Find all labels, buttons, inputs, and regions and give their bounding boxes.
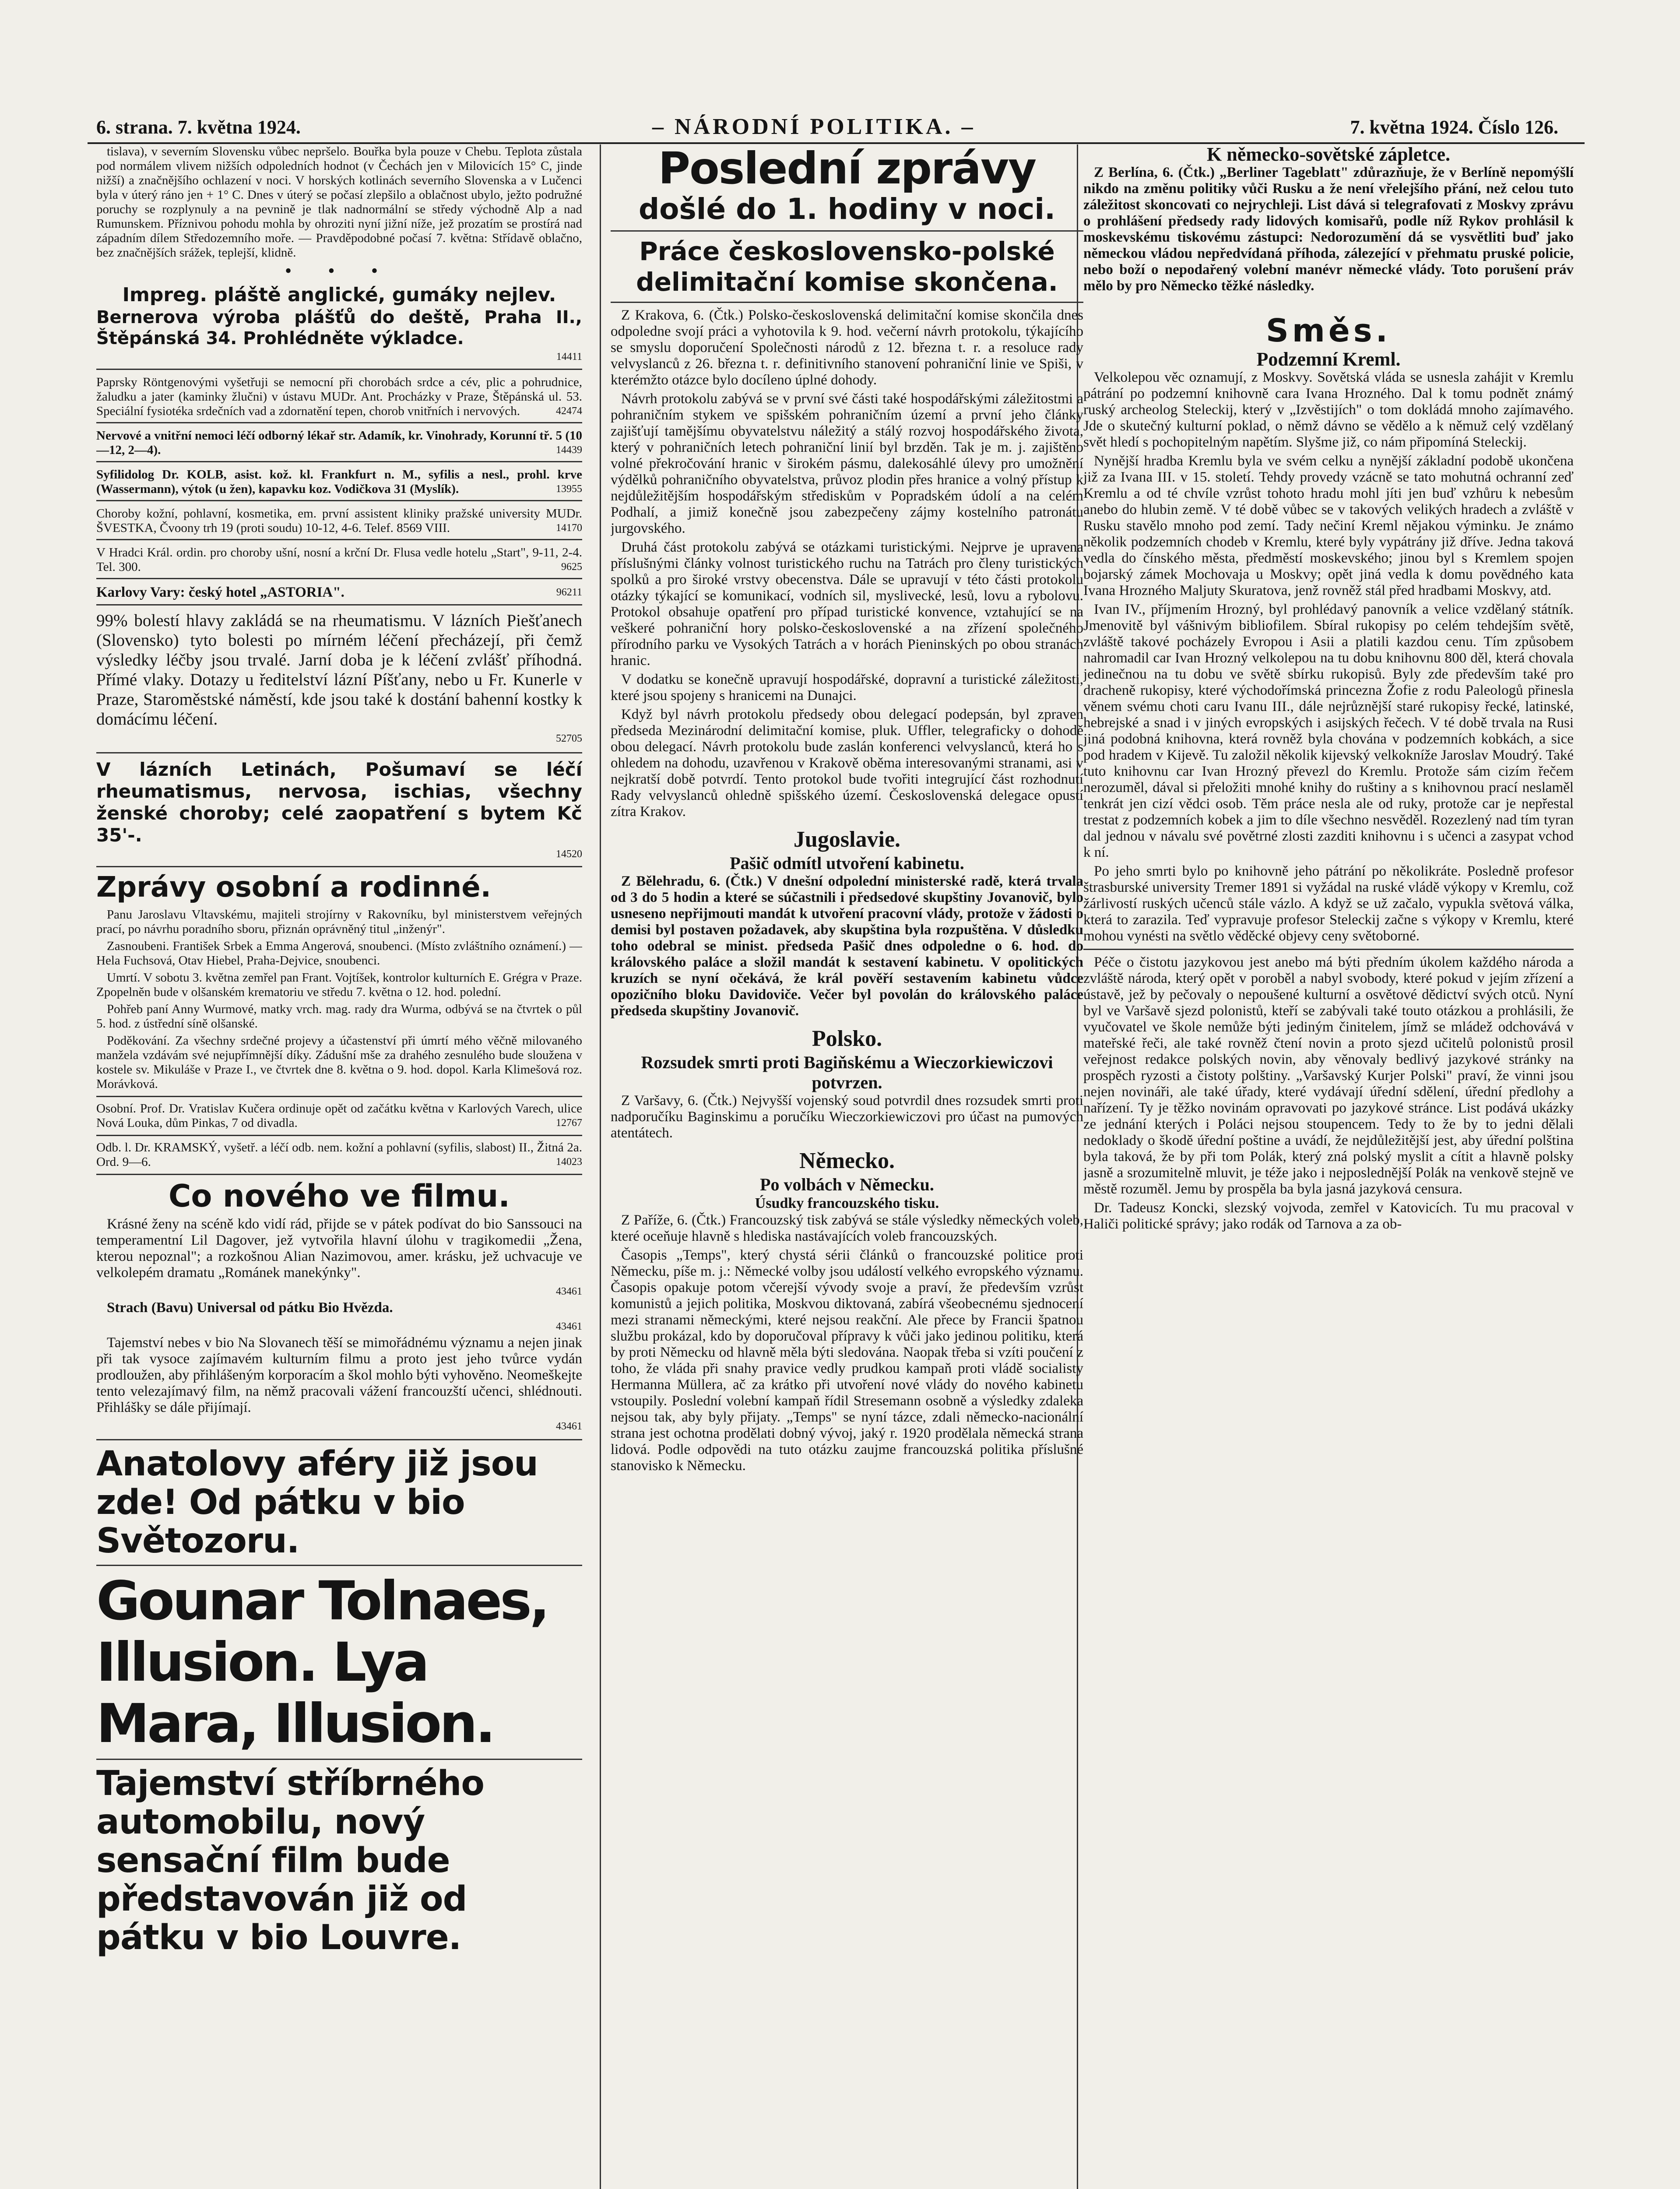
article-paragraph: Když byl návrh protokolu předsedy obou delegací podepsán, byl zpraven předseda Mezinárodní delimitační komise, pluk. Uffler, telegraficky o dohodě obou delegací. Návrh protokolu bude zaslán konferenci velvyslanců, která ho s ohledem na dohodu, uzavřenou v Krakově oběma interesovanými stranami, asi v nejkratší době potvrdí. Tento protokol bude tvořiti integrující část rozhodnutí Rady velvyslanců ohledně spišského území. Československá delegace opustí zítra Krakov. <box>611 707 1083 820</box>
ad-number: 14023 <box>556 1156 582 1168</box>
ad-flusa-text: V Hradci Král. ordin. pro choroby ušní, nosní a krční Dr. Flusa vedle hotelu „Start", 9-11, 2-4. Tel. 300. <box>96 545 582 574</box>
ad-anatol: Anatolovy aféry již jsou zde! Od pátku v bio Světozoru. <box>96 1444 538 1561</box>
article-paragraph: Ivan IV., příjmením Hrozný, byl prohlédavý panovník a velice vzdělaný státník. Jmenovitě byl vášnivým bibliofilem. Sbíral rukopisy po celém tehdejším světě, zvláště takové pocházely Evropou i Asii a platili kazdou cenu. Tím způsobem nahromadil car Ivan Hrozný velkolepou na tu dobu knihovnu 800 děl, která chovala jedinečnou na tu dobu ve světě sbírku rukopisů. Byly zde především také pro dracheně rukopisy, které východořímská princezna Žofie z rodu Paleologů přinesla věnem svému choti caru Ivanu III., dále nejrůznější staré rukopisy řecké, latinské, hebrejské a snad i v jiných evropských i asijských řečech. V té době trvala na Rusi jiná podobná knihovna, která rovněž byla chována v podzemních kobkách, a sice pod hradem v Kijevě. Tu založil několik kijevský velkokníže Jaroslav Moudrý. Také tuto knihovnu car Ivan Hrozný převezl do Kremlu. Protože sám cizím řečem nerozuměl, dával si přeložiti mnohé knihy do ruštiny a s knihovnou prací neslaměl tenkrát jen cizí vědci osob. Těm práce nesla ale od ruky, protože car je nepřestal trestat z podzemních kobek a jim to díle všechno nesvěděl. Rozezlený nad tím tyran dal jednou v návalu své povětrné zlosti zazditi knihovnu i s učenci a zasypat vchod k ní. <box>1083 602 1574 860</box>
ad-number: 43461 <box>556 1321 582 1332</box>
divider <box>96 1135 582 1136</box>
ad-astoria-text: Karlovy Vary: český hotel „ASTORIA". <box>96 584 344 600</box>
personal-item: Pohřeb paní Anny Wurmové, matky vrch. mag. rady dra Wurma, odbývá se na čtvrtek o půl 5. hod. z ústřední síně olšanské. <box>96 1002 582 1031</box>
ad-number: 14411 <box>556 351 582 362</box>
column-1 <box>96 144 582 2189</box>
divider-dots: • • • <box>285 260 394 282</box>
article-language <box>1083 954 1574 1232</box>
headline-german-soviet: K německo-sovětské zápletce. <box>1207 144 1450 165</box>
ad-kolb-text: Syfilidolog Dr. KOLB, asist. kož. kl. Frankfurt n. M., syfilis a nesl., prohl. krve (Wassermann), výtok (u žen), kapavku koz. Vodičkova 31 (Myslík). <box>96 468 582 496</box>
article-germany <box>611 1212 1083 1474</box>
ad-nervous-text: Nervové a vnitřní nemoci léčí odborný lékař str. Adamík, kr. Vinohrady, Korunní tř. 5 (10—12, 2—4). <box>96 429 582 457</box>
ad-raincoats <box>96 281 582 370</box>
ad-svestka-text: Choroby kožní, pohlavní, kosmetika, em. první assistent kliniky pražské university MUDr. ŠVESTKA, Čvoony trh 19 (proti soudu) 10-12, 4-6. Telef. 8569 VIII. <box>96 507 582 535</box>
headline-germany: Po volbách v Německu. <box>760 1175 934 1194</box>
ad-number: 14170 <box>556 522 582 534</box>
ad-svestka <box>96 504 582 540</box>
subheadline-germany: Úsudky francouzského tisku. <box>755 1195 939 1211</box>
ad-kramsky <box>96 1140 582 1169</box>
article-paragraph: Z Paříže, 6. (Čtk.) Francouzský tisk zabývá se stále výsledky německých voleb, které oceňuje hlavně s hlediska nastávajících voleb francouzských. <box>611 1212 1083 1244</box>
ad-number: 43461 <box>556 1286 582 1297</box>
cinema-item: Tajemství nebes v bio Na Slovanech těší se mimořádnému významu a nejen jinak při tak vysoce zajímavém kulturním filmu a proto jest jeho tvůrce vydán prodloužen, aby přihlášeným korporacím a škol mohlo býti vyhověno. Neomeškejte tento velezajímavý film, na němž pracovali vážení francouzští učenci, shlédnouti. Přihlášky se dále přijímají. <box>96 1335 582 1415</box>
ad-number: 96211 <box>556 587 582 598</box>
headline-kremlin: Podzemní Kreml. <box>1256 348 1401 370</box>
ad-number: 14439 <box>556 444 582 456</box>
personal-item: Panu Jaroslavu Vltavskému, majiteli strojírny v Rakovníku, byl ministerstvem veřejných prací, po návrhu poradního sboru, přiznán oprávněný titul „inženýr". <box>96 908 582 936</box>
ad-number: 43461 <box>556 1421 582 1432</box>
personal-item: Umrtí. V sobotu 3. května zemřel pan Frant. Vojtíšek, kontrolor kulturních E. Grégra v Praze. Zpopelněn bude v olšanském krematoriu ve středu 7. května o 12. hod. polední. <box>96 971 582 999</box>
section-title-cinema: Co nového ve filmu. <box>169 1178 510 1214</box>
section-miscellany: Směs. <box>1266 312 1391 349</box>
weather-report: tislava), v severním Slovensku vůbec nepršelo. Bouřka byla pouze v Chebu. Teplota zůstala pod normálem vlivem nižších odpoledních hodnot (v Čechách jen v Milovicích 15° C, jinde nižší) a značnějšího ochlazení v noci. V horských kotlinách severního Slovenska a v Lučenci byla v úterý ráno jen + 1° C. Dnes v úterý se počasí zlepšilo a oblačnost ubylo, ježto podružné poruchy se rozplynuly a na pevnině je tlak nadnormální se středy východně Alp a nad Rumunskem. Příznivou pohodu mohla by ohroziti nyní jižní níže, jež prozatím se prostírá nad západním dílem Středozemního moře. — Pravděpodobné počasí 7. května: Střídavě oblačno, bez značnějších srážek, teplejší, klidně. <box>96 144 582 260</box>
article-pasic: Z Bělehradu, 6. (Čtk.) V dnešní odpolední ministerské radě, která trvala od 3 do 5 hodin a které se súčastnili i předsedové skupštiny Jovanovič, bylo usneseno nepřijmouti mandát k utvoření pracovní vlády, protože v žádosti o demisi byl postaven požadavek, aby skupština byla rozpuštěna. V důsledku toho odebral se minist. předseda Pašič dnes odpoledne o 6. hod. do královského paláce a složil mandát k sestavení kabinetu. V opolitických kruzích se nyní očekává, že král pověří sestavením kabinetu vůdce opozičního bloku Davidoviče. Večer byl povolán do královského paláce předseda skupštiny Jovanovič. <box>611 873 1083 1019</box>
article-paragraph: Dr. Tadeusz Koncki, slezský vojvoda, zemřel v Katovicích. Tu mu pracoval v Haliči politické správy; jako rodák od Tarnova a za ob- <box>1083 1200 1574 1232</box>
header-rule <box>88 142 1585 144</box>
ad-kucera-text: Osobní. Prof. Dr. Vratislav Kučera ordinuje opět od začátku května v Karlových Varech, ulice Nová Louka, dům Pinkas, 7 od divadla. <box>96 1102 582 1130</box>
header-right: 7. května 1924. Číslo 126. <box>1350 116 1558 138</box>
ad-piestany-text: 99% bolestí hlavy zakládá se na rheumatismu. V lázních Piešťanech (Slovensko) tyto bolesti po mírném léčení přecházejí, při čemž výsledky léčby jsou trvalé. Jarní doba je k léčení zvlášť příhodná. Přímé vlaky. Dotazy u ředitelství lázní Píšťany, nebo u Fr. Kunerle v Praze, Staroměstské náměstí, kde jsou také k dostání bahenní kostky k domácímu léčení. <box>96 611 582 728</box>
ad-number: 9625 <box>561 561 582 573</box>
article-poland: Z Varšavy, 6. (Čtk.) Nejvyšší vojenský soud potvrdil dnes rozsudek smrti proti nadporučíku Baginskimu a poručíku Wieczorkiewiczovi pro účast na pumových atentátech. <box>611 1093 1083 1141</box>
article-paragraph: Péče o čistotu jazykovou jest anebo má býti předním úkolem každého národa a zvláště národa, který opět v poroběl a nabyl svobody, které pokud v jejím zřízení a ústavě, jež by pečovaly o nepoušené kulturní a osvětové dědictví svých otců. Nyní byl ve Varšavě sjezd polonistů, kteří se zabývali také touto otázkou a prohlásili, že vyučovatel ve škole nemůže býti jediným činitelem, jímž se mládež odchovává v mateřské řeči, ale také rovněž čtení novin a proto sjezd učitelů polonistů prosil veřejnost redakce polských novin, aby věnovaly bedlivý jazykové stránky na prospěch ryzosti a čistoty polštiny. „Varšavský Kurjer Polski" praví, že vinni jsou nejen novináři, ale také úřady, které vydávají úřední sdělení, úřední předlohy a nařízení. Ty je těžko novinám opravovati po jazykové stránce. List podává ukázky ze jednání kterých i Poláci nejsou stoupencem. Tedy to že by to jedni dělali nedoklady o škodě úřední poštine a uvádí, že nejdůležitější jest, aby úřední polština byla taková, že by při tom Polák, který zná polský myslit a cítit a hlavně polsky jasně a srozumitelně mluvit, je téže jako i nejposlednější Polák na venkově stejně ve městě rozuměl. Jemu by prospěla ba byla jasná jazyková censura. <box>1083 954 1574 1197</box>
latest-news-subtitle: došlé do 1. hodiny v noci. <box>638 192 1056 226</box>
ad-letiny <box>96 756 582 867</box>
section-germany: Německo. <box>799 1148 895 1173</box>
ad-number: 13955 <box>556 483 582 495</box>
article-paragraph: Z Krakova, 6. (Čtk.) Polsko-československá delimitační komise skončila dnes odpoledne svojí práci a vyhotovila k 9. hod. večerní návrh protokolu, týkajícího se smyslu doporučení Společnosti národů z 12. března t. r. a resoluce rady velvyslanců z 26. března t. r. definitivního stanovení pohraniční linie ve Spiši, v kterémžto otázce bylo docíleno úplné dohody. <box>611 307 1083 388</box>
column-3 <box>1083 144 1574 2189</box>
ad-flusa <box>96 543 582 579</box>
headline-delimitation: Práce československo-polské delimitační komise skončena. <box>636 236 1058 297</box>
article-kremlin <box>1083 370 1574 944</box>
ad-silver-automobile: Tajemství stříbrného automobilu, nový sensační film bude představován již od pátku v bio Louvre. <box>96 1764 484 1957</box>
ad-number: 14520 <box>556 848 582 860</box>
ad-letiny-text: V lázních Letinách, Pošumaví se léčí rheumatismus, nervosa, ischias, všechny ženské choroby; celé zaopatření s bytem Kč 35'-. <box>96 759 582 846</box>
header-left: 6. strana. 7. května 1924. <box>96 116 301 138</box>
ad-number: 42474 <box>556 405 582 417</box>
page-header <box>74 112 1585 142</box>
ad-astoria <box>96 582 582 605</box>
divider <box>96 1174 582 1175</box>
article-paragraph: Časopis „Temps", který chystá sérii článků o francouzské politice proti Německu, píše m. j.: Německé volby jsou událostí velkého evropského významu. Časopis opakuje potom včerejší vývody svoje a praví, že především vzrůst komunistů a jejich politika, Moskvou diktovaná, zabírá všeobecnému sjednocení mezi stranami německými, které nejsou reakční. Ale přece by Francii špatnou službu prokázal, kdo by doporučoval přípravy k vůči jako jedinou politiku, která by proti Německu od hlavně měla býti sledována. Naopak třeba si vzíti poučení z toho, že vláda při snahy pravice vedly prudkou kampaň proti vládě socialisty Hermanna Müllera, ač za krátko při utvoření nové vlády do nového kabinetu vstoupily. Poslední volební kampaň řídil Stresemann osobně a výsledky zdaleka nejsou tak, aby byly přijaty. „Temps" se nyní tázce, zdali německo-nacionální strana jest ochotna prodělati dobný vývoj, jaký r. 1920 prodělala německá strana lidová. Podle odpovědi na tuto otázku zaujme francouzská politika příslušné stanovisko k Německu. <box>611 1247 1083 1474</box>
personal-item: Poděkování. Za všechny srdečné projevy a účastenství při úmrtí mého věčně milovaného manžela vzdávám své nejupřímnější díky. Zádušní mše za drahého zesnulého bude sloužena v kostele sv. Mikuláše v Praze I., ve čtvrtek dne 8. května o 9. hod. dopol. Karla Klimešová roz. Morávková. <box>96 1034 582 1091</box>
cinema-item: Krásné ženy na scéně kdo vidí rád, přijde se v pátek podívat do bio Sanssouci na temperamentní Lil Dagover, jež vytvořila hlavní úlohu v tragikomedii „Žena, kterou nepoznal"; a rozkošnou Alian Nazimovou, amer. krásku, jež uchvacuje ve velkolepém dramatu „Románek manekýnky". <box>96 1216 582 1281</box>
cinema-item: Strach (Bavu) Universal od pátku Bio Hvězda. <box>107 1300 393 1316</box>
article-paragraph: V dodatku se konečně upravují hospodářské, dopravní a turistické záležitosti, které jsou spojeny s hranicemi na Dunajci. <box>611 672 1083 704</box>
divider <box>611 230 1083 232</box>
ad-raincoats-body: Bernerova výroba plášťů do deště, Praha II., Štěpánská 34. Prohlédněte výkladce. <box>96 307 582 348</box>
ad-roentgen <box>96 373 582 423</box>
article-paragraph: Návrh protokolu zabývá se v první své části také hospodářskými záležitostmi a pohraničním stykem ve spišském pohraničním území a první jeho články zajišťují tamějšímu obyvatelstvu náležitý a stálý rozvoj hospodářského života, který v pohraničních letech pohraniční linií byl brzděn. Tak je m. j. zajištěno volné překročování hranic v širokém pásmu, dalekosáhlé úlevy pro umožnění výdělků pohraničního obyvatelstva, průvoz plodin přes hranice a volný přístup k nejdůležitějším hospodářským střediskům v Popradském údolí a na celém Podhalí, a jimiž konečně jsou zabezpečeny zájmy kostelního patronátu jurgovského. <box>611 391 1083 536</box>
divider <box>96 1439 582 1440</box>
ad-kucera <box>96 1102 582 1130</box>
divider <box>96 1565 582 1566</box>
article-german-soviet: Z Berlína, 6. (Čtk.) „Berliner Tageblatt" zdůrazňuje, že v Berlíně nepomýšlí nikdo na změnu politiky vůči Rusku a že není vřelejšího přání, než celou tuto záležitost skoncovati co nejrychleji. List dává si telegrafovati z Moskvy zprávu o prohlášení předsedy rady lidových komisařů, podle níž Rykov prohlásil k moskevskému tiskovému zástupci: Nedorozumění dá se vysvětliti buď jako německou vládou nepředvídaná příhoda, zálezející v přehmatu pruské policie, nebo boží o nepodařený volební manévr německé vlády. Toto porušení práv mělo by pro Německo těžké následky. <box>1083 165 1574 294</box>
divider <box>611 302 1083 303</box>
personal-item: Zasnoubeni. František Srbek a Emma Angerová, snoubenci. (Místo zvláštního oznámení.) — Hela Fuchsová, Otav Hiebel, Praha-Dejvice, snoubenci. <box>96 939 582 968</box>
ad-number: 12767 <box>556 1117 582 1129</box>
article-paragraph: Velkolepou věc oznamují, z Moskvy. Sovětská vláda se usnesla zahájit v Kremlu pátrání po podzemní knihovně cara Ivana Hrozného. Dal k tomu podnět známý ruský archeolog Steleckij, který v „Izvěstijích" o tom dokládá mnoho zajímavého. Jde o skutečný kulturní poklad, o němž dávno se vědělo a k němuž celý vzdělaný svět hledí s pochopitelným napětím. Slyšme již, co nám připomíná Steleckij. <box>1083 370 1574 450</box>
headline-poland: Rozsudek smrti proti Bagiňskému a Wieczorkiewiczovi potvrzen. <box>641 1052 1053 1092</box>
divider <box>96 1759 582 1760</box>
column-divider-1 <box>600 144 601 2189</box>
article-delimitation <box>611 307 1083 820</box>
article-paragraph: Nynější hradba Kremlu byla ve svém celku a nynější základní podobě ukončena již za Ivana III. v 15. století. Tehdy provedy vzácně se tato mohutná ochranní zeď Kremlu a od té chvíle vzrůst tohoto hradu mohl jíti jen buď vzhůru k nebesům anebo do hlubin země. V té době vůbec se v takových velikých hradech a zvláště v Rusku stavělo mnoho pod zemí. Tady nečiní Kreml nějakou výminku. Je známo několik podzemních chodeb v Kremlu, které byly vypátrány již dříve. Jedna taková vedla do čínského města, předměstí moskevského; jinou byl s Kremlem spojen bojarský zámek Mochovaja u Moskvy; opět jiná vedla k domu povědného kata Ivana Hrozného Maljuty Skuratova, jenž rovněž stál před hradbami Moskvy, atd. <box>1083 453 1574 598</box>
cinema-news <box>96 1216 582 1435</box>
headline-pasic: Pašič odmítl utvoření kabinetu. <box>730 853 964 873</box>
ad-kolb <box>96 465 582 501</box>
ad-nervous <box>96 426 582 462</box>
section-yugoslavia: Jugoslavie. <box>793 827 901 852</box>
divider <box>1083 949 1574 950</box>
divider <box>96 1096 582 1097</box>
masthead-title: – NÁRODNÍ POLITIKA. – <box>652 114 976 139</box>
section-title-personal: Zprávy osobní a rodinné. <box>96 871 491 904</box>
personal-news <box>96 908 582 1091</box>
ad-raincoats-title: Impreg. pláště anglické, gumáky nejlev. <box>122 284 556 306</box>
ad-piestany <box>96 608 582 753</box>
ad-roentgen-text: Paprsky Röntgenovými vyšetřuji se nemocní při chorobách srdce a cév, plic a pohrudnice, žaludku a jater (kaminky žlučni) v ústavu MUDr. Ant. Procházky v Praze, Štěpánská ul. 53. Speciální fysiotéka srdečních vad a zdornatění tepen, chorob vnitřních i nervových. <box>96 375 582 418</box>
latest-news-title: Poslední zprávy <box>658 144 1036 194</box>
ad-kramsky-text: Odb. l. Dr. KRAMSKÝ, vyšetř. a léčí odb. nem. kožní a pohlavní (syfilis, slabost) II., Žitná 2a. Ord. 9—6. <box>96 1140 582 1169</box>
section-poland: Polsko. <box>812 1026 882 1051</box>
ad-number: 52705 <box>556 733 582 744</box>
article-paragraph: Po jeho smrti bylo po knihovně jeho pátrání po několikráte. Posledně profesor štrasburské university Tremer 1891 si vyžádal na ruské vládě výkopy v Kremlu, což žárlivostí ruských učenců stále vázlo. A když se už začalo, vypukla světová válka, která to zarazila. Teď vypravuje profesor Steleckij začne s výkopy v Kremlu, které mohou vynésti na světlo věděcké objevy ceny světoborné. <box>1083 863 1574 944</box>
article-paragraph: Druhá část protokolu zabývá se otázkami turistickými. Nejprve je upravena příslušnými články volnost turistického ruchu na Tatrách pro členy turistických spolků a pro široké vrstvy obecenstva. Dále se upravují v této části protokolu otázky týkající se komunikací, vodních sil, myslivecké, lesů, lovu a rybolovu. Protokol obsahuje opatření pro případ turistické konvence, vztahující se na veškeré pohraniční hory polsko-československé a na zřízení společného přírodního parku ve Vysokých Tatrách a v horách Pieninských po obou stranách hranic. <box>611 539 1083 669</box>
ad-gounar-tolnaes: Gounar Tolnaes, Illusion. Lya Mara, Illusion. <box>96 1570 548 1755</box>
column-2 <box>611 144 1083 2189</box>
